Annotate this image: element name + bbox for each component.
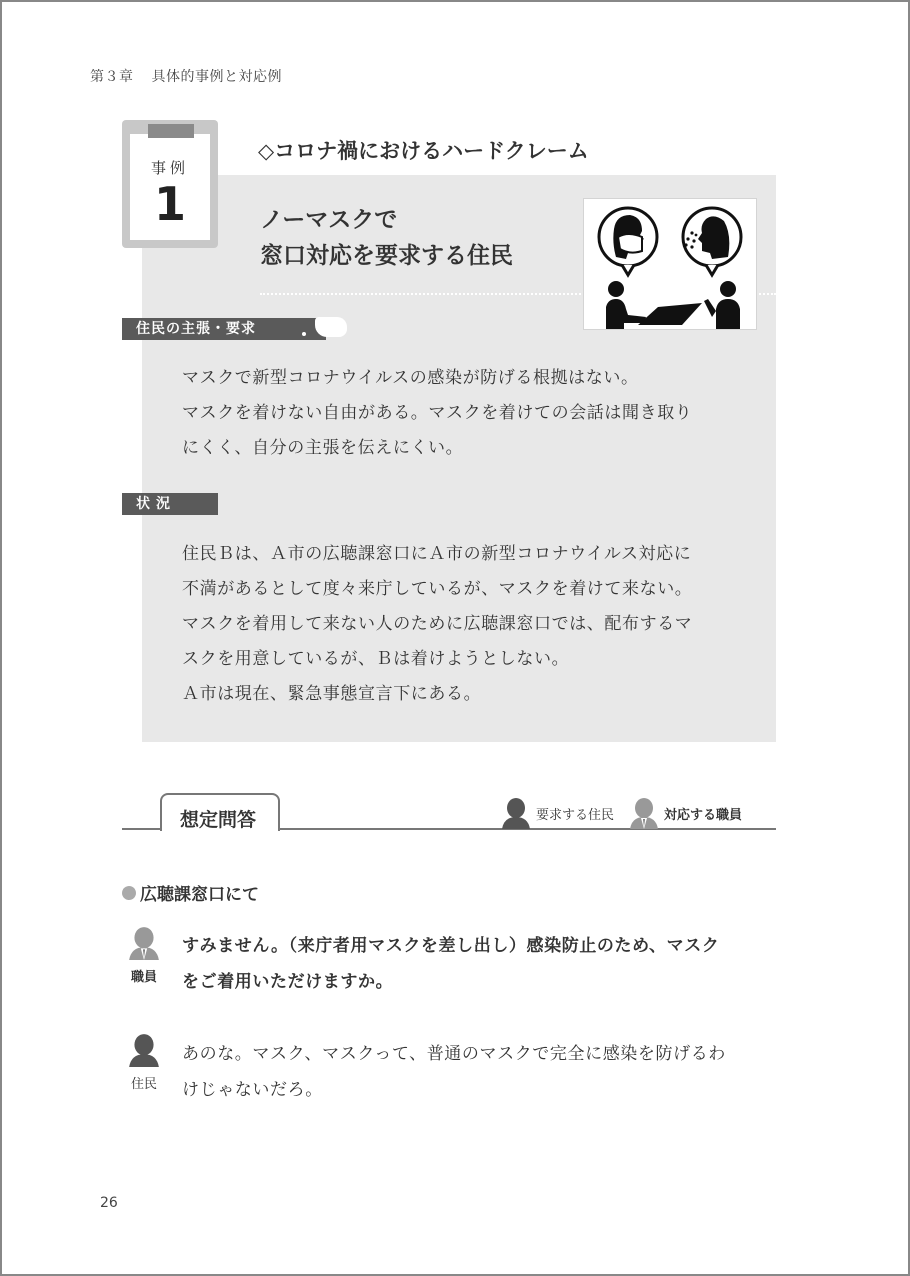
bullet-icon — [122, 886, 136, 900]
legend-staff — [630, 797, 742, 829]
coughing-person-bubble-icon — [683, 208, 741, 275]
situation-line: 住民Ｂは、Ａ市の広聴課窓口にＡ市の新型コロナウイルス対応に — [182, 544, 692, 564]
chapter-number: 第３章 — [90, 69, 134, 85]
resident-person-icon — [129, 1033, 159, 1067]
claim-text — [182, 361, 762, 466]
masked-person-bubble-icon — [599, 208, 657, 275]
legend-staff-label: 対応する職員 — [664, 807, 743, 823]
dialogue-line: すみません。（来庁者用マスクを差し出し）感染防止のため、マスク — [182, 936, 720, 956]
claim-line: マスクで新型コロナウイルスの感染が防げる根拠はない。 — [182, 368, 639, 388]
case-category: ◇コロナ禍におけるハードクレーム — [258, 139, 589, 163]
resident-person-icon — [502, 797, 530, 829]
situation-line: 不満があるとして度々来庁しているが、マスクを着けて来ない。 — [182, 579, 693, 599]
dialogue-resident-text — [182, 1036, 782, 1108]
claim-line: にくく、自分の主張を伝えにくい。 — [182, 438, 464, 458]
label-bubble-decoration — [315, 317, 347, 337]
situation-text — [182, 537, 767, 712]
page-number: 26 — [100, 1195, 118, 1211]
situation-line: スクを用意しているが、Ｂは着けようとしない。 — [182, 649, 570, 669]
dialogue-line: あのな。マスク、マスクって、普通のマスクで完全に感染を防げるわ — [182, 1044, 726, 1064]
case-badge-label: 事例 — [150, 159, 189, 177]
case-title-line: ノーマスクで — [260, 207, 398, 233]
legend-resident-label: 要求する住民 — [536, 807, 615, 823]
label-dot — [302, 332, 306, 336]
situation-line: マスクを着用して来ない人のために広聴課窓口では、配布するマ — [182, 614, 693, 634]
staff-person-icon — [129, 926, 159, 960]
counter-scene-icon — [606, 281, 740, 329]
dialogue-line: けじゃないだろ。 — [182, 1080, 323, 1100]
case-title — [260, 202, 513, 274]
qa-tab-label: 想定問答 — [179, 809, 256, 831]
chapter-heading — [90, 66, 282, 86]
speaker-name: 住民 — [130, 1077, 157, 1092]
case-badge-clip — [148, 124, 194, 138]
situation-section-label: 状況 — [122, 493, 218, 515]
legend-resident — [502, 797, 614, 829]
case-title-line: 窓口対応を要求する住民 — [260, 243, 513, 269]
speaker-name: 職員 — [130, 970, 157, 985]
situation-line: Ａ市は現在、緊急事態宣言下にある。 — [182, 684, 482, 704]
scene-location — [122, 880, 259, 905]
case-illustration — [583, 198, 757, 330]
speaker-legend — [502, 797, 752, 829]
staff-person-icon — [630, 797, 658, 829]
case-badge-number: 1 — [153, 177, 186, 231]
claim-line: マスクを着けない自由がある。マスクを着けての会話は聞き取り — [182, 403, 693, 423]
dialogue-line: をご着用いただけますか。 — [182, 972, 394, 992]
speaker-resident — [124, 1033, 164, 1092]
dialogue-staff-text — [182, 928, 782, 1000]
chapter-title: 具体的事例と対応例 — [151, 69, 282, 85]
scene-location-text: 広聴課窓口にて — [140, 885, 259, 905]
speaker-staff — [124, 926, 164, 985]
claim-section-label: 住民の主張・要求 — [122, 318, 326, 340]
